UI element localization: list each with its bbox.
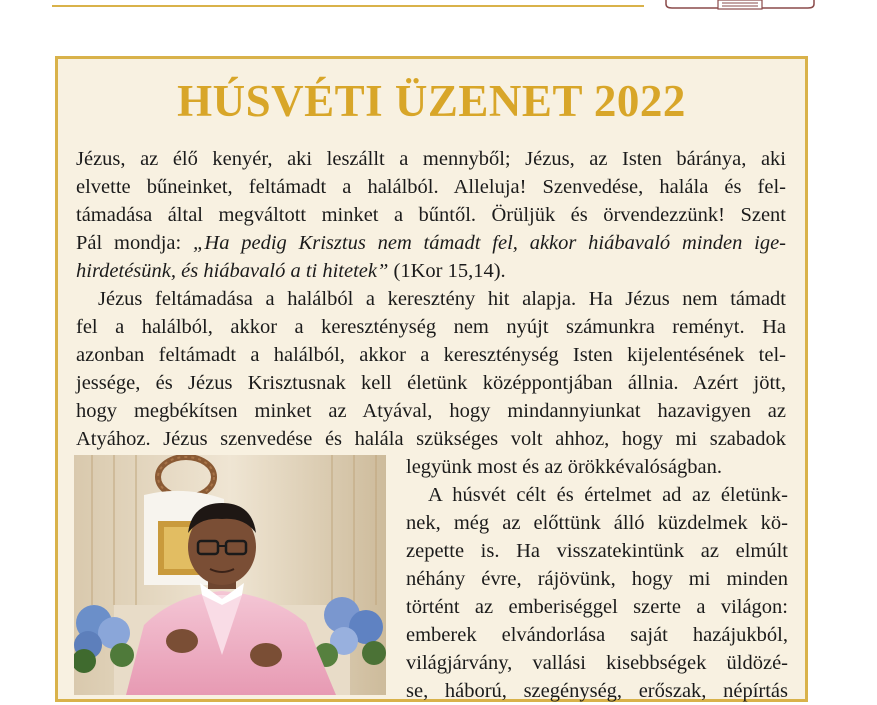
text-line: nek, még az előttünk álló küzdelmek kö- xyxy=(406,512,788,534)
text-line: zepette is. Ha visszatekintünk az elmúlt xyxy=(406,540,788,562)
text-line xyxy=(76,229,786,257)
page-corner-ornament xyxy=(664,0,816,10)
text-line xyxy=(76,257,786,285)
text-line: néhány évre, rájövünk, hogy mi minden xyxy=(406,568,788,590)
text-line: legyünk most és az örökkévalóságban. xyxy=(406,456,722,478)
top-rule xyxy=(52,5,644,7)
text-line: fel a halálból, akkor a kereszténység nem nyújt számunkra reményt. Ha xyxy=(76,316,786,338)
text-run: Pál mondja: xyxy=(76,232,193,254)
text-line: jessége, és Jézus Krisztusnak kell életünk középpontjában állnia. Azért jött, xyxy=(76,372,786,394)
text-line: emberek elvándorlása saját hazájukból, xyxy=(406,624,788,646)
priest-photo xyxy=(74,455,386,695)
bible-reference: (1Kor 15,14). xyxy=(388,260,506,282)
bible-quote: „Ha pedig Krisztus nem támadt fel, akkor hiábavaló minden ige- xyxy=(192,232,786,254)
text-line: A húsvét célt és értelmet ad az életünk- xyxy=(428,484,788,506)
text-line: Atyához. Jézus szenvedése és halála szükséges volt ahhoz, hogy mi szabadok xyxy=(76,428,786,450)
article-frame xyxy=(55,56,808,702)
text-line: se, háború, szegénység, erőszak, népírtás xyxy=(406,680,788,702)
article-title: HÚSVÉTI ÜZENET 2022 xyxy=(177,76,686,126)
text-line: hogy megbékítsen minket az Atyával, hogy mindannyiunkat hazavigyen az xyxy=(76,400,786,422)
bible-quote: hirdetésünk, és hiábavaló a ti hitetek” xyxy=(76,260,389,282)
text-line: Jézus, az élő kenyér, aki leszállt a mennyből; Jézus, az Isten báránya, aki xyxy=(76,148,786,170)
text-line: világjárvány, vallási kisebbségek üldözé- xyxy=(406,652,788,674)
text-line: elvette bűneinket, feltámadt a halálból. Alleluja! Szenvedése, halála és fel- xyxy=(76,176,786,198)
text-line: támadása által megváltott minket a bűntől. Örüljük és örvendezzünk! Szent xyxy=(76,204,786,226)
text-line: azonban feltámadt a halálból, akkor a kereszténység Isten kijelentésének tel- xyxy=(76,344,786,366)
text-line: Jézus feltámadása a halálból a keresztény hit alapja. Ha Jézus nem támadt xyxy=(98,288,786,310)
text-line: történt az emberiséggel szerte a világon: xyxy=(406,596,788,618)
